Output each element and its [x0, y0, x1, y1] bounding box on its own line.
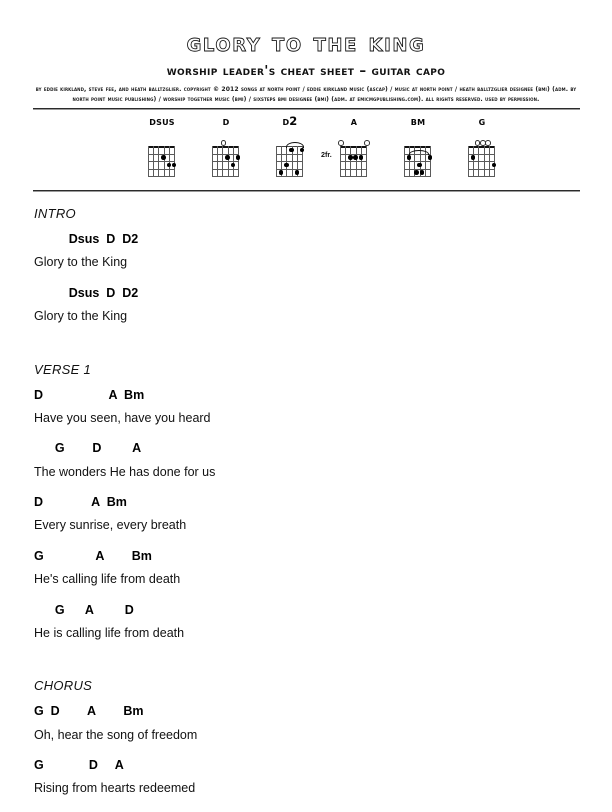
- fretboard-d: [196, 139, 256, 185]
- chord-label: dsus: [149, 114, 175, 128]
- chord-label: a: [350, 114, 358, 128]
- chord-line: Dsus D D2: [34, 285, 139, 300]
- fretboard-bm: [388, 139, 448, 185]
- chord-diagram-strip: [110, 116, 510, 186]
- divider-top: [33, 108, 580, 110]
- chord-label: d: [222, 114, 230, 128]
- chord-label: g: [478, 114, 486, 128]
- section-chorus: [34, 678, 580, 796]
- chord-line: D A Bm: [34, 495, 127, 509]
- fretboard-grid: [404, 146, 431, 176]
- chord-line: G D A: [34, 758, 124, 772]
- song-body: [34, 206, 580, 812]
- divider-bottom: [33, 190, 580, 192]
- lyric-line: Oh, hear the song of freedom: [34, 727, 198, 742]
- lyric-line: He's calling life from death: [34, 572, 181, 587]
- chord-line: G A D: [34, 602, 134, 617]
- section-spacer: [34, 340, 580, 362]
- lyric-line: Glory to the King: [34, 309, 128, 324]
- fretboard-a: [324, 139, 384, 185]
- chord-diagram-d2: [260, 114, 332, 185]
- lyric-line: Rising from hearts redeemed: [34, 781, 196, 796]
- chord-diagram-bm: [388, 116, 448, 185]
- fret-position-label: 2fr.: [321, 150, 332, 159]
- fretboard-grid: [212, 146, 239, 176]
- chord-line: Dsus D D2: [34, 232, 139, 246]
- chord-line: G A Bm: [34, 548, 152, 563]
- chord-diagram-dsus: [132, 116, 192, 185]
- section-heading: INTRO: [34, 206, 76, 221]
- chord-line: D A Bm: [34, 387, 145, 402]
- chord-label: bm: [410, 114, 426, 128]
- copyright-notice: by eddie kirkland, steve fee, and heath balltzglier. copyright © 2012 songs at north point / eddie kirkland music (ascap) / music at north point / heath balltzglier designee (bmi) (adm. by north point music publishing) / worship together music (bmi) / sixsteps bmi designee (bmi) (adm. at emicmgpublishing.com). all rights reserved. used by permission.: [35, 86, 577, 103]
- chord-label: d2: [282, 114, 298, 128]
- page-subtitle: worship leader's cheat sheet – guitar capo: [166, 63, 446, 79]
- chord-line: G D A: [34, 441, 142, 456]
- section-verse-1: [34, 362, 580, 641]
- chord-diagram-d: [196, 116, 256, 185]
- lyric-line: Have you seen, have you heard: [34, 410, 211, 425]
- fretboard-grid: [276, 146, 332, 176]
- fretboard-dsus: [132, 139, 192, 185]
- fretboard-d2: [260, 139, 332, 185]
- chord-diagram-a: [324, 116, 384, 185]
- lyric-line: Every sunrise, every breath: [34, 518, 187, 533]
- document-header: [0, 0, 612, 105]
- section-spacer: [34, 656, 580, 678]
- section-heading: CHORUS: [34, 678, 93, 694]
- chord-line: G D A Bm: [34, 704, 144, 719]
- fretboard-grid: [148, 146, 175, 176]
- lyric-line: The wonders He has done for us: [34, 464, 216, 479]
- page-title: glory to the king: [186, 28, 426, 58]
- fretboard-grid: [340, 146, 367, 176]
- lyric-line: He is calling life from death: [34, 625, 185, 640]
- fretboard-grid: [468, 146, 495, 176]
- chord-diagram-g: [452, 116, 512, 185]
- section-intro: [34, 206, 580, 324]
- section-heading: VERSE 1: [34, 361, 92, 377]
- lyric-line: Glory to the King: [34, 255, 128, 270]
- fretboard-g: [452, 139, 512, 185]
